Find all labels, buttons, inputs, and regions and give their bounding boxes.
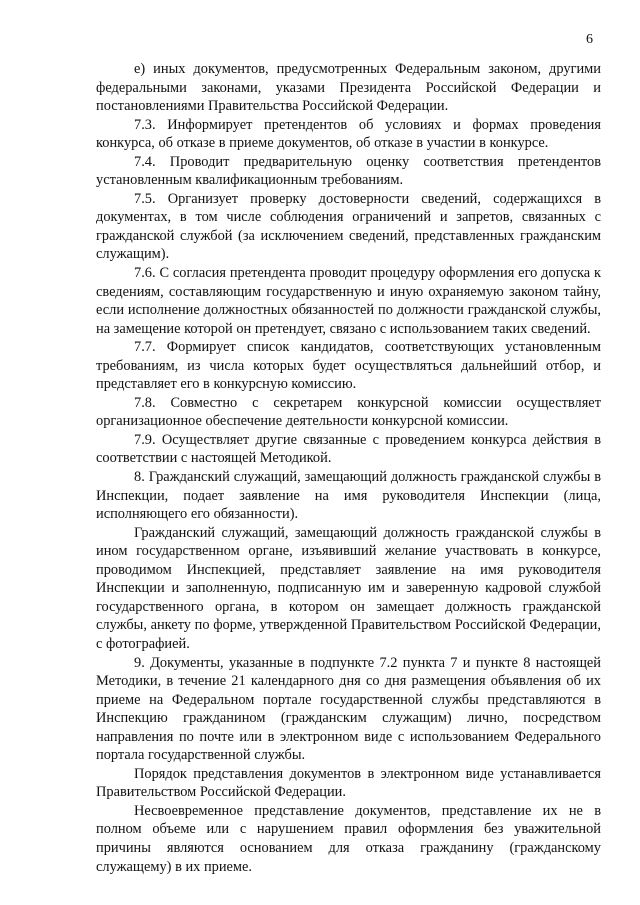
paragraph-9-refusal: Несвоевременное представление документов, представление их не в полном объеме или с нарушением правил оформления без уважительной причины являются основанием для отказа гражданину (гражданскому служащему) в их приеме. [96, 802, 601, 875]
paragraph-item-e: е) иных документов, предусмотренных Федеральным законом, другими федеральными законами, указами Президента Российской Федерации и постановлениями Правительства Российской Федерации. [96, 61, 601, 115]
paragraph-7-4: 7.4. Проводит предварительную оценку соответствия претендентов установленным квалификационным требованиям. [96, 153, 601, 189]
paragraph-8-continued: Гражданский служащий, замещающий должность гражданской службы в ином государственном органе, изъявивший желание участвовать в конкурсе, проводимом Инспекцией, представляет заявление на имя руководителя Инспекции и заполненную, подписанную им и заверенную кадровой службой государственного органа, в котором он замещает должность гражданской службы, анкету по форме, утвержденной Правительством Российской Федерации, с фотографией. [96, 524, 601, 652]
paragraph-7-8: 7.8. Совместно с секретарем конкурсной комиссии осуществляет организационное обеспечение деятельности конкурсной комиссии. [96, 394, 601, 430]
paragraph-7-3: 7.3. Информирует претендентов об условиях и формах проведения конкурса, об отказе в приеме документов, об отказе в участии в конкурсе. [96, 116, 601, 152]
paragraph-9: 9. Документы, указанные в подпункте 7.2 пункта 7 и пункте 8 настоящей Методики, в течение 21 календарного дня со дня размещения объявления об их приеме на Федеральном портале государственной службы представляются в Инспекцию гражданином (гражданским служащим) лично, посредством направления по почте или в электронном виде с использованием Федерального портала государственной службы. [96, 654, 601, 764]
paragraph-7-6: 7.6. С согласия претендента проводит процедуру оформления его допуска к сведениям, составляющим государственную и иную охраняемую законом тайну, если исполнение должностных обязанностей по должности гражданской службы, на замещение которой он претендует, связано с использованием таких сведений. [96, 265, 601, 337]
paragraph-7-5: 7.5. Организует проверку достоверности сведений, содержащихся в документах, в том числе соблюдения ограничений и запретов, связанных с гражданской службой (за исключением сведений, представленных гражданским служащим). [96, 190, 601, 263]
paragraph-7-7: 7.7. Формирует список кандидатов, соответствующих установленным требованиям, из числа которых будет осуществляться дальнейший отбор, и представляет его в конкурсную комиссию. [96, 339, 601, 393]
paragraph-9-electronic-order: Порядок представления документов в электронном виде устанавливается Правительством Российской Федерации. [96, 765, 601, 801]
paragraph-7-9: 7.9. Осуществляет другие связанные с проведением конкурса действия в соответствии с настоящей Методикой. [96, 431, 601, 467]
paragraph-8: 8. Гражданский служащий, замещающий должность гражданской службы в Инспекции, подает заявление на имя руководителя Инспекции (лица, исполняющего его обязанности). [96, 469, 601, 523]
document-body [96, 60, 601, 876]
page-number: 6 [586, 32, 593, 47]
